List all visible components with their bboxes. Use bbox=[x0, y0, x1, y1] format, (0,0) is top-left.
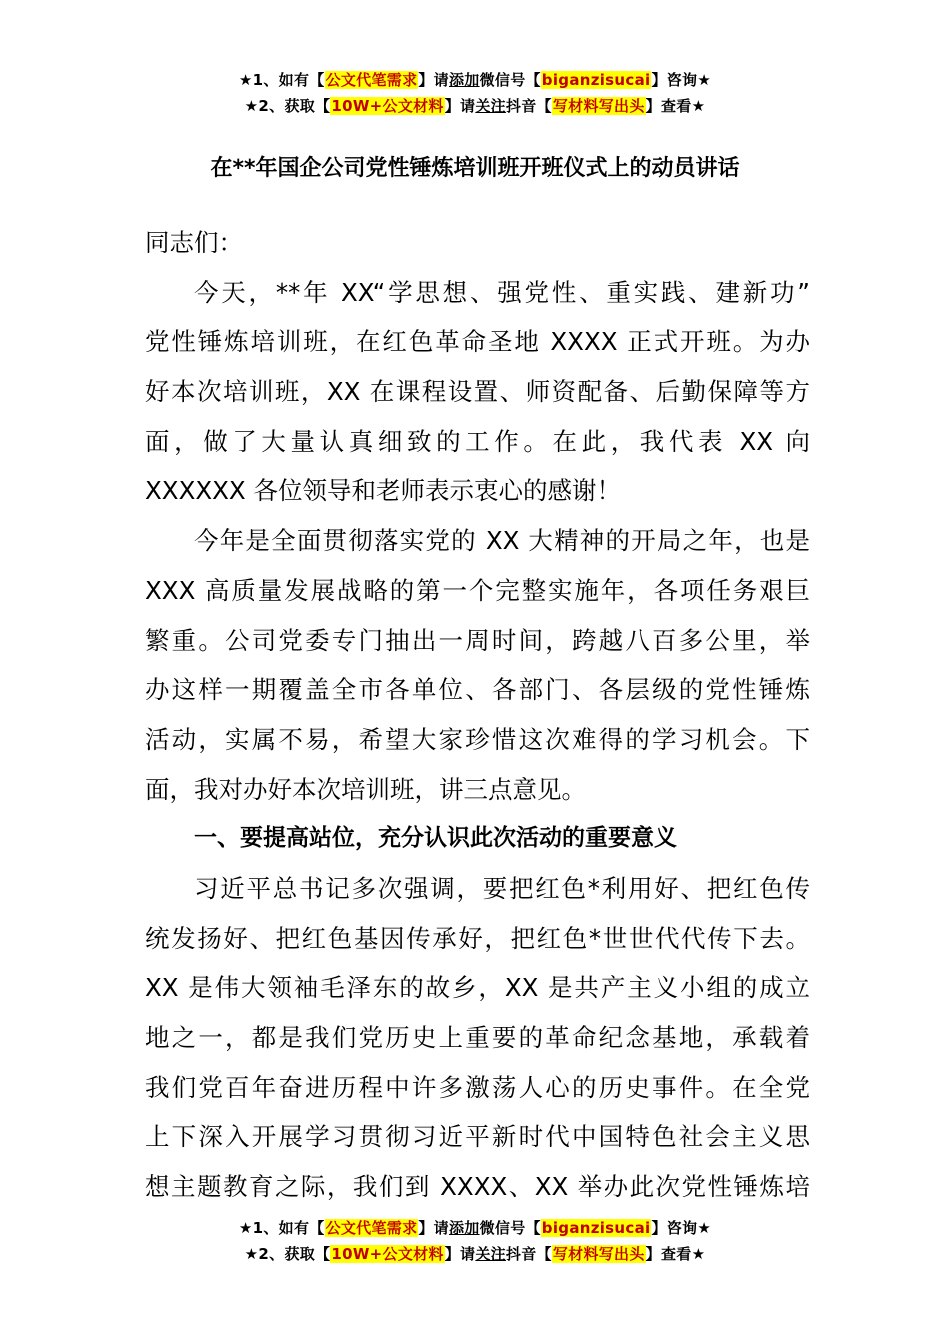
promo-text: 微信号【 bbox=[479, 1219, 541, 1237]
promo-highlight: 10W+公文材料 bbox=[331, 97, 444, 115]
paragraph-line: 我们党百年奋进历程中许多激荡人心的历史事件。在全党 bbox=[145, 1072, 810, 1102]
promo-text: 微信号【 bbox=[479, 71, 541, 89]
paragraph-line: XXX 高质量发展战略的第一个完整实施年，各项任务艰巨 bbox=[145, 575, 810, 605]
promo-line-1 bbox=[0, 1215, 950, 1241]
paragraph-line: 办这样一期覆盖全市各单位、各部门、各层级的党性锤炼 bbox=[145, 675, 810, 705]
promo-banner-bottom bbox=[0, 1215, 950, 1267]
paragraph-line: 繁重。公司党委专门抽出一周时间，跨越八百多公里，举 bbox=[145, 625, 810, 655]
promo-underline: 关注 bbox=[475, 97, 506, 115]
promo-text: 】咨询★ bbox=[651, 1219, 712, 1237]
paragraph-line: 今年是全面贯彻落实党的 XX 大精神的开局之年，也是 bbox=[194, 526, 810, 556]
paragraph-line: 想主题教育之际，我们到 XXXX、XX 举办此次党性锤炼培 bbox=[145, 1172, 810, 1202]
document-body bbox=[145, 218, 810, 1212]
salutation: 同志们： bbox=[145, 228, 243, 257]
promo-text: 】请 bbox=[418, 71, 449, 89]
promo-text: 】请 bbox=[444, 1245, 476, 1263]
promo-line-1 bbox=[0, 67, 950, 93]
promo-text: ★2、获取【 bbox=[244, 1245, 331, 1263]
paragraph-line: 面，我对办好本次培训班，讲三点意见。 bbox=[145, 774, 586, 804]
promo-highlight: 公文代笔需求 bbox=[325, 1219, 418, 1237]
promo-line-2 bbox=[0, 1241, 950, 1267]
promo-highlight: 10W+公文材料 bbox=[331, 1245, 444, 1263]
promo-text: 】咨询★ bbox=[651, 71, 712, 89]
paragraph-line: 地之一，都是我们党历史上重要的革命纪念基地，承载着 bbox=[145, 1023, 810, 1052]
paragraph-line: 面，做了大量认真细致的工作。在此，我代表 XX 向 bbox=[145, 426, 810, 456]
paragraph-line: XXXXXX 各位领导和老师表示衷心的感谢！ bbox=[145, 476, 621, 506]
paragraph-line: 党性锤炼培训班，在红色革命圣地 XXXX 正式开班。为办 bbox=[145, 327, 810, 357]
wechat-id-highlight: biganzisucai bbox=[541, 1219, 651, 1237]
section-heading: 一、要提高站位，充分认识此次活动的重要意义 bbox=[194, 825, 677, 852]
promo-line-2 bbox=[0, 93, 950, 119]
promo-text: 】查看★ bbox=[645, 1245, 706, 1263]
douyin-id-highlight: 写材料写出头 bbox=[552, 97, 645, 115]
promo-text: ★1、如有【 bbox=[238, 71, 325, 89]
promo-text: 】请 bbox=[418, 1219, 449, 1237]
paragraph-line: 上下深入开展学习贯彻习近平新时代中国特色社会主义思 bbox=[145, 1122, 810, 1152]
promo-text: ★2、获取【 bbox=[244, 97, 331, 115]
document-title: 在**年国企公司党性锤炼培训班开班仪式上的动员讲话 bbox=[210, 156, 740, 181]
promo-banner-top bbox=[0, 67, 950, 119]
promo-text: ★1、如有【 bbox=[238, 1219, 325, 1237]
wechat-id-highlight: biganzisucai bbox=[541, 71, 651, 89]
paragraph-line: 今天，**年 XX“学思想、强党性、重实践、建新功” bbox=[194, 277, 810, 307]
paragraph-line: 活动，实属不易，希望大家珍惜这次难得的学习机会。下 bbox=[145, 724, 810, 754]
paragraph-line: 好本次培训班，XX 在课程设置、师资配备、后勤保障等方 bbox=[145, 377, 810, 407]
promo-underline: 添加 bbox=[448, 71, 480, 89]
douyin-id-highlight: 写材料写出头 bbox=[552, 1245, 645, 1263]
promo-text: 抖音【 bbox=[505, 97, 552, 115]
promo-text: 】请 bbox=[444, 97, 476, 115]
promo-text: 】查看★ bbox=[645, 97, 706, 115]
promo-text: 抖音【 bbox=[505, 1245, 552, 1263]
paragraph-line: XX 是伟大领袖毛泽东的故乡，XX 是共产主义小组的成立 bbox=[145, 973, 810, 1003]
paragraph-line: 习近平总书记多次强调，要把红色*利用好、把红色传 bbox=[194, 873, 810, 903]
promo-highlight: 公文代笔需求 bbox=[325, 71, 418, 89]
promo-underline: 关注 bbox=[475, 1245, 506, 1263]
paragraph-line: 统发扬好、把红色基因传承好，把红色*世世代代传下去。 bbox=[145, 923, 810, 953]
promo-underline: 添加 bbox=[448, 1219, 480, 1237]
